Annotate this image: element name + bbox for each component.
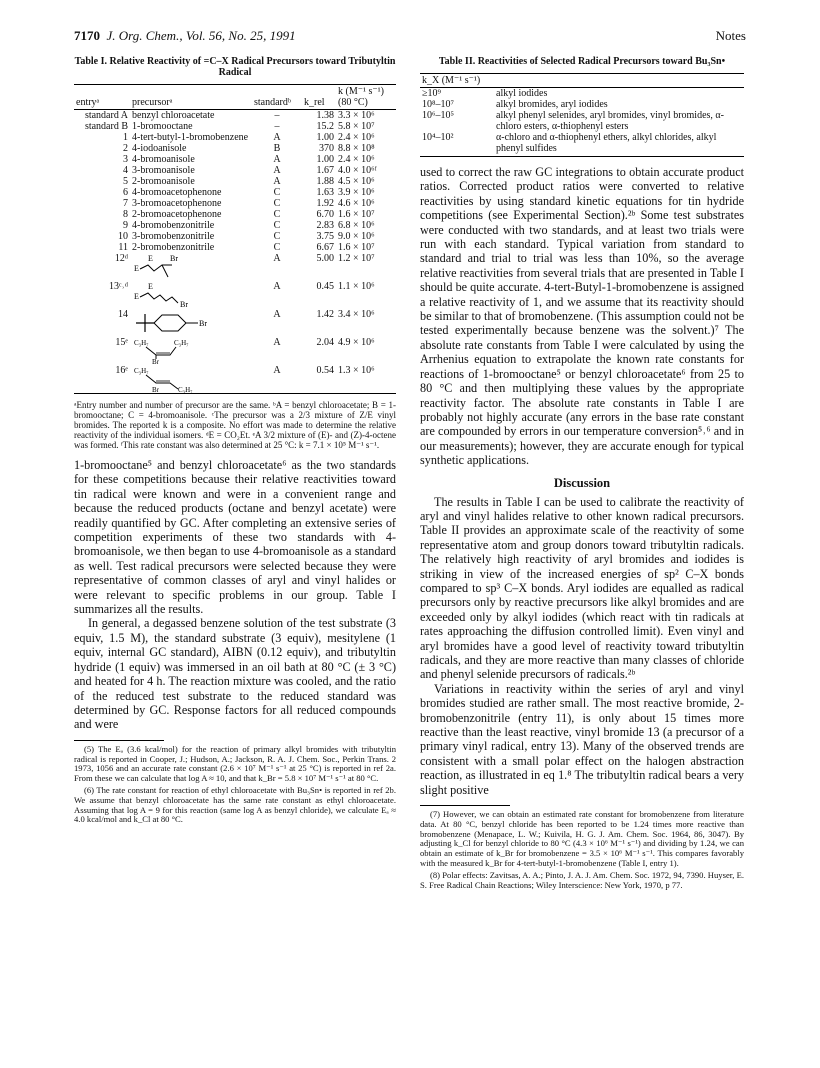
table1-cell-k: 4.6 × 10⁶ [338,198,375,209]
table1-cell-krel: 1.88 [316,176,334,187]
table2-cell-precursors: alkyl bromides, aryl iodides [496,99,608,110]
table1-cell-precursor: 2-bromoacetophenone [132,209,222,220]
svg-text:E: E [148,254,153,263]
table1-cell-precursor: benzyl chloroacetate [132,110,215,121]
table1-cell-krel: 2.83 [316,220,334,231]
right-footnotes [420,810,744,890]
table1-cell-standard: C [273,187,281,198]
table1-cell-precursor: 4-tert-butyl-1-bromobenzene [132,132,249,143]
table1-cell-standard: A [273,165,281,176]
discussion-paragraph-2: Variations in reactivity within the series of aryl and vinyl bromides studied are rather small. The most reactive bromide, 2-bromobenzonitrile (entry 11), is only about 15 times more reactive than the least reactive, vinyl bromide 13 (a precursor of a primary vinyl radical, entry 13). Many of the observed trends are consistent with a small polar effect on the halogen abstraction reaction, as illustrated in eq 1.⁸ The tributyltin radical bears a very slight positive [420,681,744,797]
table2-title: Table II. Reactivities of Selected Radical Precursors toward Bu₃Sn• [438,56,726,67]
table2-cell-k: 10⁴–10² [420,132,494,157]
table1-cell-standard: A [273,154,281,165]
table1-cell-standard: C [273,209,281,220]
table2-cell-precursors: α-chloro and α-thiophenyl ethers, alkyl chlorides, alkyl phenyl sulfides [494,132,744,157]
table1-cell-krel: 1.63 [316,187,334,198]
table1-cell-entry: 8 [123,209,128,220]
table1-title: Table I. Relative Reactivity of =C–X Radical Precursors toward Tributyltin Radical [74,56,396,78]
page-header [74,28,746,48]
table1-cell-k: 5.8 × 10⁷ [338,121,375,132]
table1-header-k: k (M⁻¹ s⁻¹) (80 °C) [336,85,396,110]
table1-cell-precursor: 3-bromobenzonitrile [132,231,215,242]
table1-row [74,110,396,122]
table1-row [74,231,396,242]
svg-text:C₃H₇: C₃H₇ [174,339,189,347]
footnote-8: (8) Polar effects: Zavitsas, A. A.; Pinto, J. A. J. Am. Chem. Soc. 1972, 94, 7390. Huyser, E. S. Free Radical Chain Reactions; Wiley Interscience: New York, 1970, p 77. [420,869,744,890]
table1-cell-standard: – [274,110,280,121]
table1 [74,84,396,394]
table1-cell-entry: 2 [123,143,128,154]
table1-cell-krel: 5.00 [316,253,334,264]
table1-cell-k: 4.5 × 10⁶ [338,176,375,187]
table1-cell-krel: 370 [319,143,334,154]
table1-cell-k: 3.9 × 10⁶ [338,187,375,198]
table1-header-precursor: precursorᵃ [130,85,252,110]
running-head-right: Notes [715,28,746,43]
table1-row [74,176,396,187]
table1-cell-entry: 3 [123,154,128,165]
table2-row [420,88,744,100]
table1-row [74,132,396,143]
running-head-left: 7170 J. Org. Chem., Vol. 56, No. 25, 1991 [74,28,296,43]
table1-row [74,165,396,176]
table1-cell-k: 8.8 × 10⁸ [338,143,375,154]
table1-cell-precursor: 4-bromobenzonitrile [132,220,215,231]
table1-cell-precursor: 1-bromooctane [132,121,193,132]
table1-cell-krel: 1.67 [316,165,334,176]
table1-cell-k: 4.0 × 10⁶ᶠ [338,165,377,176]
table1-cell-entry: standard A [84,110,128,121]
table1-cell-precursor: 4-iodoanisole [132,143,187,154]
table1-cell-standard: A [273,309,281,320]
table1-cell-entry: 10 [118,231,128,242]
footnote-rule-left [74,740,164,741]
table1-cell-standard: C [273,242,281,253]
table1-cell-krel: 0.54 [302,365,336,394]
left-paragraph-1: 1-bromooctane⁵ and benzyl chloroacetate⁶ as the two standards for these competitions because their relative reactivities toward tin radical were known and were in a convenient range and because the reduced products (octane and benzyl acetate) were readily quantified by GC. After completing an extensive series of competition experiments of these two standards with 4-bromoanisole, we then began to use 4-bromoanisole as a standard as well. Test radical precursors were selected because they were representative of common classes of aryl and vinyl halides or were relevant to specific problems in our group. Table I summarizes all the results. [74,458,396,617]
table1-cell-standard: C [273,220,281,231]
table2-cell-precursors: alkyl iodides [496,88,548,99]
table1-row [74,198,396,209]
table1-cell-k: 1.3 × 10⁶ [336,365,396,394]
table2 [420,73,744,157]
table2-row [420,132,744,157]
table1-row [74,309,396,337]
table1-cell-entry: standard B [84,121,128,132]
table1-row [74,337,396,365]
table1-cell-krel: 2.04 [316,337,334,348]
table1-cell-standard: A [273,132,281,143]
table1-cell-precursor: 4-bromoacetophenone [132,187,222,198]
table1-row [74,154,396,165]
table1-row [74,121,396,132]
svg-text:C₃H₇: C₃H₇ [178,386,193,393]
table1-row [74,281,396,309]
table1-row [74,143,396,154]
table2-cell-precursors: alkyl phenyl selenides, aryl bromides, vinyl bromides, α-chloro esters, α-thiophenyl esters [496,110,724,132]
table1-header-standard: standardᵇ [252,85,302,110]
table1-row [74,242,396,253]
table1-row [74,220,396,231]
table2-cell-k: 10⁶–10⁵ [422,110,454,121]
table1-cell-entry: 15ᵉ [115,337,128,348]
table1-cell-standard: A [273,337,281,348]
discussion-paragraph-1: The results in Table I can be used to calibrate the reactivity of aryl and vinyl halides relative to other known radical precursors. Table II provides an approximate scale of the reactivity of some representative atom and group donors toward tributyltin radicals. The relatively high reactivity of aryl bromides and iodides is striking in view of the increased energies of sp² C–X bonds compared to sp³ C–X bonds. Aryl iodides are equalled as radical precursors only by reactive precursors like alkyl bromides and are exceeded only by alkyl iodides (which react with tin radicals at rates approaching the diffusion controlled limit). Even vinyl and aryl bromides have a good level of reactivity toward tributyltin radicals, and they are more reactive than many classes of chloride and phenyl selenide precursors of radicals.²ᵇ [420,494,744,682]
table1-cell-entry: 1 [123,132,128,143]
footnote-rule-right [420,805,510,806]
table1-footnotes: ᵃEntry number and number of precursor are the same. ᵇA = benzyl chloroacetate; B = 1-bromooctane; C = 4-bromoanisole. ᶜThe precursor was a 2/3 mixture of Z/E vinyl bromides. The reported k is a composite. No effort was made to determine the relative reactivity of the individual isomers. ᵈE = CO₂Et. ᵉA 3/2 mixture of (E)- and (Z)-4-octene was formed. ᶠThis rate constant was also determined at 25 °C: k = 7.1 × 10⁵ M⁻¹ s⁻¹. [74,400,396,450]
table1-header-krel: k_rel [302,85,336,110]
table1-cell-standard: C [273,198,281,209]
table1-cell-k: 3.3 × 10⁶ [338,110,375,121]
footnote-7: (7) However, we can obtain an estimated rate constant for bromobenzene from literature data. At 80 °C, benzyl chloride has been reported to be 1.24 times more reactive than bromobenzene (Menapace, L. W.; Kuivila, H. G. J. Am. Chem. Soc. 1964, 86, 3047). By adjusting k_Cl for benzyl chloride to 80 °C (4.3 × 10⁶ M⁻¹ s⁻¹) and dividing by 1.24, we can obtain an estimate of k_Br for bromobenzene = 3.5 × 10⁶ M⁻¹ s⁻¹. This compares favorably with the measured k_Br for 4-tert-butyl-1-bromobenzene (Table I, entry 1). [420,809,744,869]
table1-cell-k: 3.4 × 10⁶ [338,309,375,320]
table1-cell-entry: 12ᵈ [114,253,128,264]
table1-cell-k: 4.9 × 10⁶ [338,337,375,348]
table1-cell-precursor: 4-bromoanisole [132,154,195,165]
table1-cell-entry: 7 [123,198,128,209]
table1-cell-krel: 1.38 [316,110,334,121]
table1-cell-entry: 9 [123,220,128,231]
table1-cell-standard: C [273,231,281,242]
table1-cell-precursor: 3-bromoanisole [132,165,195,176]
left-column [74,56,396,827]
table2-row [420,110,744,132]
table2-cell-k: 10⁸–10⁷ [422,99,454,110]
table1-cell-k: 2.4 × 10⁶ [338,132,375,143]
table2-cell-k: ≥10⁹ [422,88,441,99]
table1-row [74,187,396,198]
table1-cell-k: 1.2 × 10⁷ [338,253,375,264]
right-column [420,56,744,892]
discussion-heading: Discussion [553,475,611,490]
svg-text:E: E [134,264,139,273]
table1-cell-krel: 1.42 [316,309,334,320]
table1-cell-krel: 1.00 [316,132,334,143]
table1-cell-entry: 4 [123,165,128,176]
table2-row [420,99,744,110]
table1-cell-entry: 16ᵉ [74,365,130,394]
table1-cell-entry: 6 [123,187,128,198]
table2-header-precursor [494,74,744,88]
table1-cell-k: 6.8 × 10⁶ [338,220,375,231]
left-paragraph-2: In general, a degassed benzene solution of the test substrate (3 equiv, 1.5 M), the standard substrate (3 equiv), mesitylene (1 equiv, internal GC standard), AIBN (0.12 equiv), and tributyltin hydride (1 equiv) was immersed in an oil bath at 80 °C (± 3 °C) and heated for 4 h. The reaction mixture was cooled, and the ratio of the reduced test substrate to the reduced standard was determined by GC. Response factors for all reduced compounds and were [74,616,396,732]
table1-cell-krel: 1.00 [316,154,334,165]
table1-cell-krel: 6.70 [316,209,334,220]
table1-row [74,209,396,220]
table1-cell-k: 1.6 × 10⁷ [338,242,375,253]
table1-cell-k: 2.4 × 10⁶ [338,154,375,165]
structure-drawing [130,337,252,365]
table1-cell-standard: A [273,281,281,292]
table1-row [74,253,396,281]
table1-cell-krel: 15.2 [316,121,334,132]
structure-drawing [130,281,252,309]
footnote-5: (5) The Eₐ (3.6 kcal/mol) for the reaction of primary alkyl bromides with tributyltin radical is reported in Cooper, J.; Hudson, A.; Jackson, R. A. J. Chem. Soc., Perkin Trans. 2 1973, 1056 and an accurate rate constant (2.6 × 10⁷ M⁻¹ s⁻¹ at 25 °C) is reported in ref 2a. From these we can calculate that log A ≈ 10, and that k_Br = 5.8 × 10⁷ M⁻¹ s⁻¹ at 80 °C. [74,743,396,784]
svg-text:Br: Br [152,386,159,393]
table1-cell-krel: 3.75 [316,231,334,242]
svg-text:E: E [148,282,153,291]
svg-text:Br: Br [199,319,207,328]
table1-cell-precursor: 3-bromoacetophenone [132,198,222,209]
structure-drawing [130,253,252,281]
table1-cell-standard: – [274,121,280,132]
table1-cell-precursor: 2-bromoanisole [132,176,195,187]
structure-drawing [130,309,252,337]
svg-text:C₃H₇: C₃H₇ [134,339,149,347]
table1-cell-standard: A [273,176,281,187]
table1-cell-entry: 5 [123,176,128,187]
table1-cell-standard: A [252,365,302,394]
table2-header-k: k_X (M⁻¹ s⁻¹) [420,74,494,88]
table1-cell-entry: 13ᶜ˒ᵈ [109,281,128,292]
table1-cell-standard: B [273,143,281,154]
table1-cell-standard: A [273,253,281,264]
structure-drawing [130,365,252,394]
svg-text:Br: Br [180,300,188,309]
table1-cell-precursor: 2-bromobenzonitrile [132,242,215,253]
table1-cell-k: 9.0 × 10⁶ [338,231,375,242]
table1-cell-krel: 6.67 [316,242,334,253]
left-footnotes [74,745,396,825]
table1-row [74,365,396,394]
svg-text:C₃H₇: C₃H₇ [134,367,149,375]
svg-text:E: E [134,292,139,301]
table1-cell-k: 1.6 × 10⁷ [338,209,375,220]
right-paragraph-1: used to correct the raw GC integrations to obtain accurate product ratios. Corrected product ratios were converted to relative reactivities by using standard kinetic equations for tin hydride competitions (see Experimental Section).²ᵇ Some test substrates were conducted with two standards, and at least two trials were run with each standard. Typical variation from standard to standard and trial to trial was less than 10%, so the average relative reactivities from several trials that are presented in Table I should be quite accurate. 4-tert-Butyl-1-bromobenzene is assigned a relative reactivity of 1, and we assume that its reactivity should be similar to that of bromobenzene. (This assumption could not be tested experimentally because benzene was the solvent.)⁷ The absolute rate constants from Table I were calculated by using the Arrhenius equation to extrapolate the known rate constants for reactions of 1-bromooctane⁵ or benzyl chloroacetate⁶ from 25 to 80 °C and then multiplying these values by the appropriate reactivity factor. The absolute rate constants in Table I are probably not highly accurate (any errors in the base rate constant are compounded by errors in our temperature conversion⁵˒⁶ and in our measurements); however, they are accurate enough for typical synthetic applications. [420,165,744,468]
table1-cell-krel: 1.92 [316,198,334,209]
svg-text:Br: Br [170,254,178,263]
table1-header-entry: entryᵃ [74,85,130,110]
table1-cell-entry: 11 [118,242,128,253]
table1-cell-entry: 14 [118,309,128,320]
footnote-6: (6) The rate constant for reaction of ethyl chloroacetate with Bu₃Sn• is reported in ref 2b. We assume that benzyl chloroacetate has the same rate constant as ethyl chloroacetate. Assuming that log A = 9 for this reaction (same log A as benzyl chloride), we calculate Eₐ ≈ 4.0 kcal/mol and k_Cl at 80 °C. [74,784,396,825]
table1-cell-k: 1.1 × 10⁶ [338,281,375,292]
table1-cell-krel: 0.45 [316,281,334,292]
svg-text:Br: Br [152,358,159,365]
